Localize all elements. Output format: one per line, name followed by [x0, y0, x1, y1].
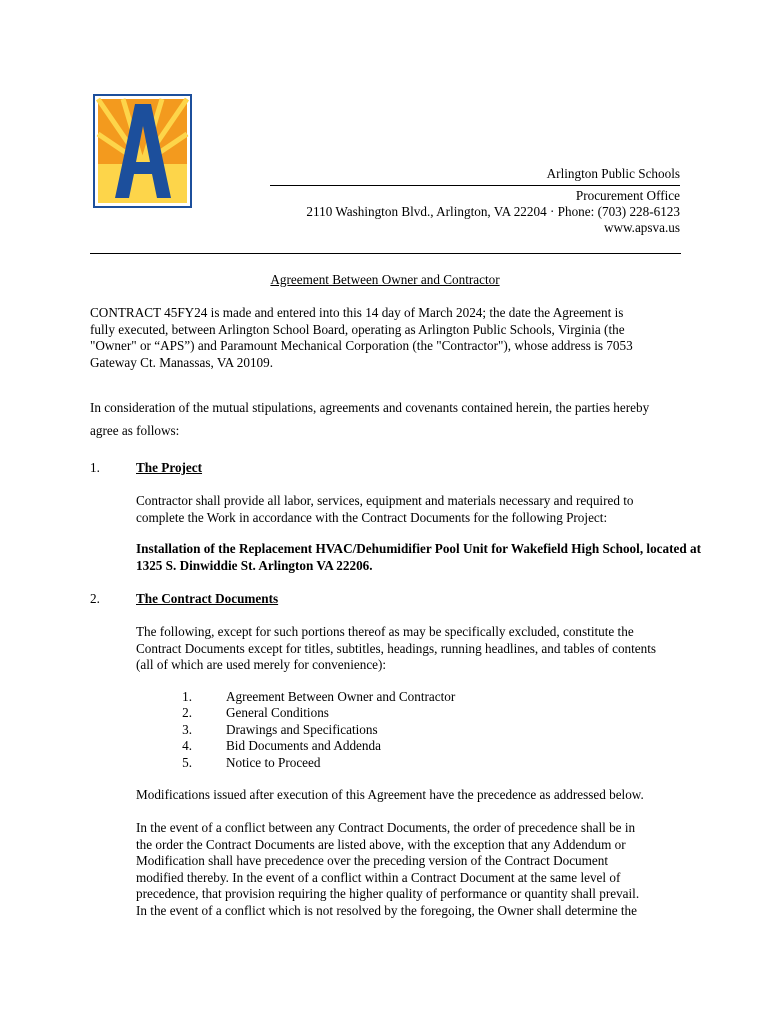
section-1-number: 1.: [90, 460, 100, 475]
project-description: [136, 541, 736, 574]
section-2-body: [136, 624, 736, 674]
text-line: fully executed, between Arlington School Board, operating as Arlington Public Schools, Virginia (the: [90, 321, 625, 337]
text-line: Contract Documents except for titles, subtitles, headings, running headlines, and tables of contents: [136, 640, 657, 656]
list-item: Agreement Between Owner and Contractor: [226, 689, 456, 704]
intro-paragraph: [90, 305, 680, 371]
text-line: Modification shall have precedence over the preceding version of the Contract Document: [136, 853, 609, 868]
list-item: Notice to Proceed: [226, 755, 321, 770]
list-item-number: 5.: [182, 755, 192, 770]
text-line: agree as follows:: [90, 423, 180, 438]
text-line: In the event of a conflict which is not resolved by the foregoing, the Owner shall determine the: [136, 902, 637, 918]
list-item-number: 3.: [182, 722, 192, 737]
text-line: Contractor shall provide all labor, services, equipment and materials necessary and required to: [136, 493, 634, 508]
conflict-paragraph: [136, 820, 736, 919]
section-2-number: 2.: [90, 591, 100, 606]
aps-logo: [93, 94, 192, 208]
text-line: "Owner" or “APS”) and Paramount Mechanical Corporation (the "Contractor"), whose address is 7053: [90, 338, 633, 353]
text-line: Gateway Ct. Manassas, VA 20109.: [90, 354, 274, 370]
header-divider: [270, 185, 680, 186]
list-item: General Conditions: [226, 705, 329, 720]
list-item: Bid Documents and Addenda: [226, 738, 381, 753]
section-2-heading: The Contract Documents: [136, 591, 279, 606]
text-line: In consideration of the mutual stipulations, agreements and covenants contained herein, the parties hereby: [90, 400, 650, 415]
list-item-number: 4.: [182, 738, 192, 753]
page-divider: [90, 253, 681, 254]
office-address: 2110 Washington Blvd., Arlington, VA 22204 · Phone: (703) 228-6123: [306, 204, 680, 219]
text-line: (all of which are used merely for convenience):: [136, 657, 387, 672]
consideration-paragraph: [90, 396, 680, 442]
list-item-number: 1.: [182, 689, 192, 704]
doc-title: Agreement Between Owner and Contractor: [270, 272, 500, 287]
text-line: The following, except for such portions thereof as may be specifically excluded, constitute the: [136, 624, 634, 639]
office-name: Procurement Office: [575, 188, 680, 203]
text-line: the order the Contract Documents are listed above, with the exception that any Addendum or: [136, 836, 626, 852]
text-line: In the event of a conflict between any Contract Documents, the order of precedence shall be in: [136, 820, 636, 835]
text-line: precedence, that provision requiring the higher quality of performance or quantity shall prevail.: [136, 886, 640, 901]
text-line: modified thereby. In the event of a conflict within a Contract Document at the same level of: [136, 869, 621, 885]
section-1-heading: The Project: [136, 460, 203, 475]
org-name: Arlington Public Schools: [546, 166, 680, 181]
text-line: complete the Work in accordance with the Contract Documents for the following Project:: [136, 509, 608, 525]
modifications-paragraph: Modifications issued after execution of this Agreement have the precedence as addressed below.: [136, 787, 644, 802]
list-item-number: 2.: [182, 705, 192, 720]
text-line: 1325 S. Dinwiddie St. Arlington VA 22206.: [136, 557, 373, 573]
list-item: Drawings and Specifications: [226, 722, 378, 737]
section-1-body: [136, 493, 736, 526]
text-line: CONTRACT 45FY24 is made and entered into this 14 day of March 2024; the date the Agreement is: [90, 305, 624, 320]
website-link[interactable]: www.apsva.us: [603, 220, 680, 235]
text-line: Installation of the Replacement HVAC/Dehumidifier Pool Unit for Wakefield High School, located at: [136, 541, 701, 556]
